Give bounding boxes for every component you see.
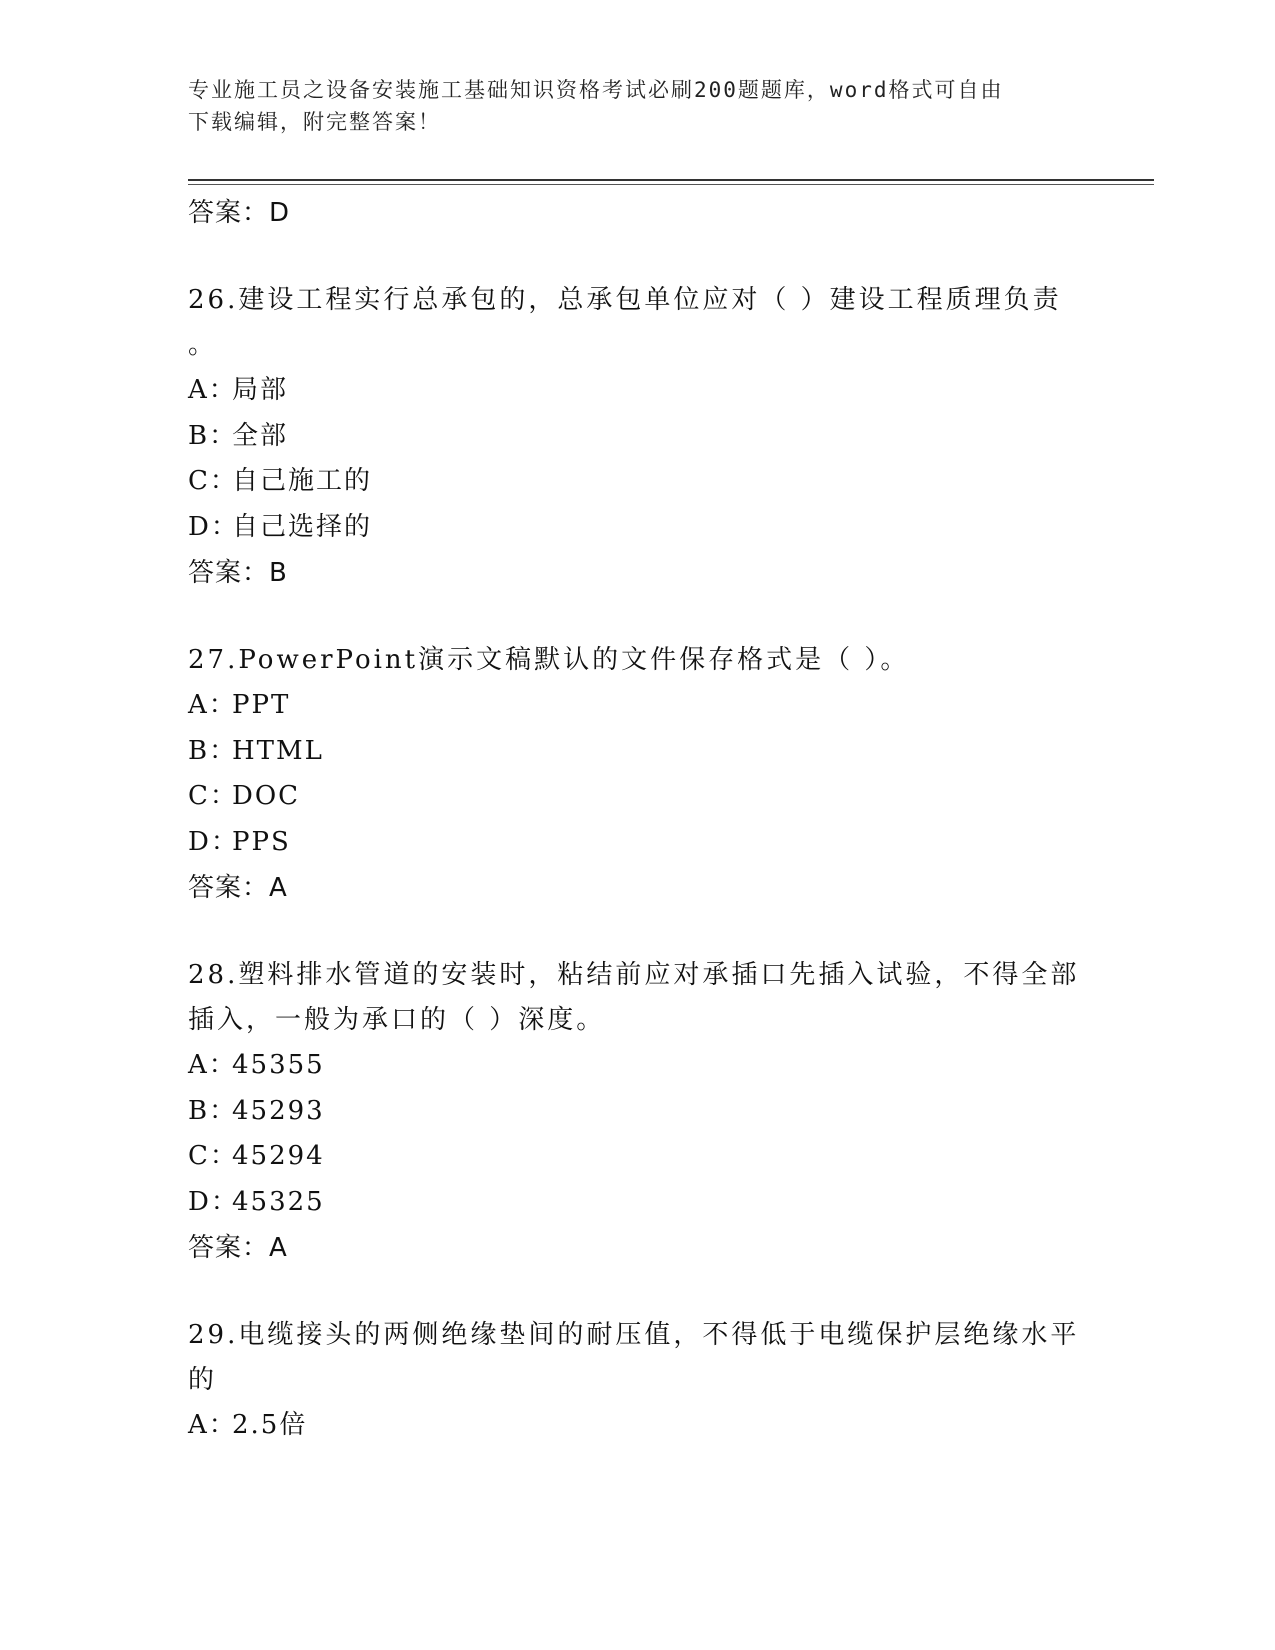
option-letter: A： <box>188 690 237 720</box>
option-text: 45355 <box>232 1050 325 1080</box>
answer-option <box>188 1043 1088 1089</box>
question-stem: 27.PowerPoint演示文稿默认的文件保存格式是（ ）。 <box>188 645 910 675</box>
question-stem-continuation: 。 <box>188 330 218 360</box>
answer-option <box>188 820 1088 866</box>
answer-option <box>188 774 1088 820</box>
option-letter: C： <box>188 466 238 496</box>
answer-option <box>188 729 1088 775</box>
answer-line: 答案：A <box>188 873 288 903</box>
answer-line: 答案：A <box>188 1233 288 1263</box>
document-header <box>188 74 1068 138</box>
option-letter: B： <box>188 420 238 451</box>
question-block <box>188 953 1088 1271</box>
header-divider <box>188 179 1154 181</box>
header-line-1: 专业施工员之设备安装施工基础知识资格考试必刷200题题库，word格式可自由 <box>188 78 1004 102</box>
document-body <box>188 190 1088 1449</box>
option-letter: A： <box>188 1050 237 1080</box>
question-block <box>188 278 1088 596</box>
option-text: 45294 <box>232 1141 325 1171</box>
question-stem: 26.建设工程实行总承包的，总承包单位应对（ ）建设工程质理负责 <box>188 285 1062 315</box>
option-letter: C： <box>188 781 238 811</box>
answer-option <box>188 1180 1088 1226</box>
header-line-2: 下载编辑，附完整答案！ <box>188 110 441 134</box>
question-stem: 28.塑料排水管道的安装时，粘结前应对承插口先插入试验，不得全部 <box>188 960 1080 990</box>
option-letter: B： <box>188 735 238 766</box>
answer-line: 答案：B <box>188 558 288 588</box>
option-text: PPT <box>232 690 291 720</box>
option-text: 45325 <box>232 1186 325 1217</box>
option-text: 自己选择的 <box>232 511 373 542</box>
option-letter: D： <box>188 1186 239 1217</box>
answer-option <box>188 368 1088 414</box>
answer-option <box>188 683 1088 729</box>
question-block <box>188 638 1088 911</box>
option-text: 45293 <box>232 1095 325 1126</box>
option-text: 2.5倍 <box>232 1410 308 1440</box>
option-letter: A： <box>188 375 237 405</box>
answer-option <box>188 1403 1088 1449</box>
question-stem-continuation: 插入，一般为承口的（ ）深度。 <box>188 1005 606 1035</box>
option-letter: B： <box>188 1095 238 1126</box>
answer-25: 答案：D <box>188 198 291 228</box>
option-letter: A： <box>188 1410 237 1440</box>
option-text: PPS <box>232 826 291 857</box>
answer-option <box>188 459 1088 505</box>
answer-option <box>188 414 1088 460</box>
option-text: HTML <box>232 735 324 766</box>
option-text: DOC <box>232 781 301 811</box>
option-letter: C： <box>188 1141 238 1171</box>
option-text: 自己施工的 <box>232 466 373 496</box>
question-stem-continuation: 的 <box>188 1365 218 1395</box>
option-text: 局部 <box>232 375 289 405</box>
answer-option <box>188 1134 1088 1180</box>
question-stem: 29.电缆接头的两侧绝缘垫间的耐压值，不得低于电缆保护层绝缘水平 <box>188 1320 1080 1350</box>
answer-option <box>188 1089 1088 1135</box>
header-divider-thin <box>188 184 1154 185</box>
answer-option <box>188 505 1088 551</box>
question-block <box>188 1313 1088 1449</box>
option-letter: D： <box>188 511 239 542</box>
option-text: 全部 <box>232 420 289 451</box>
option-letter: D： <box>188 826 239 857</box>
question-list <box>188 278 1088 1449</box>
